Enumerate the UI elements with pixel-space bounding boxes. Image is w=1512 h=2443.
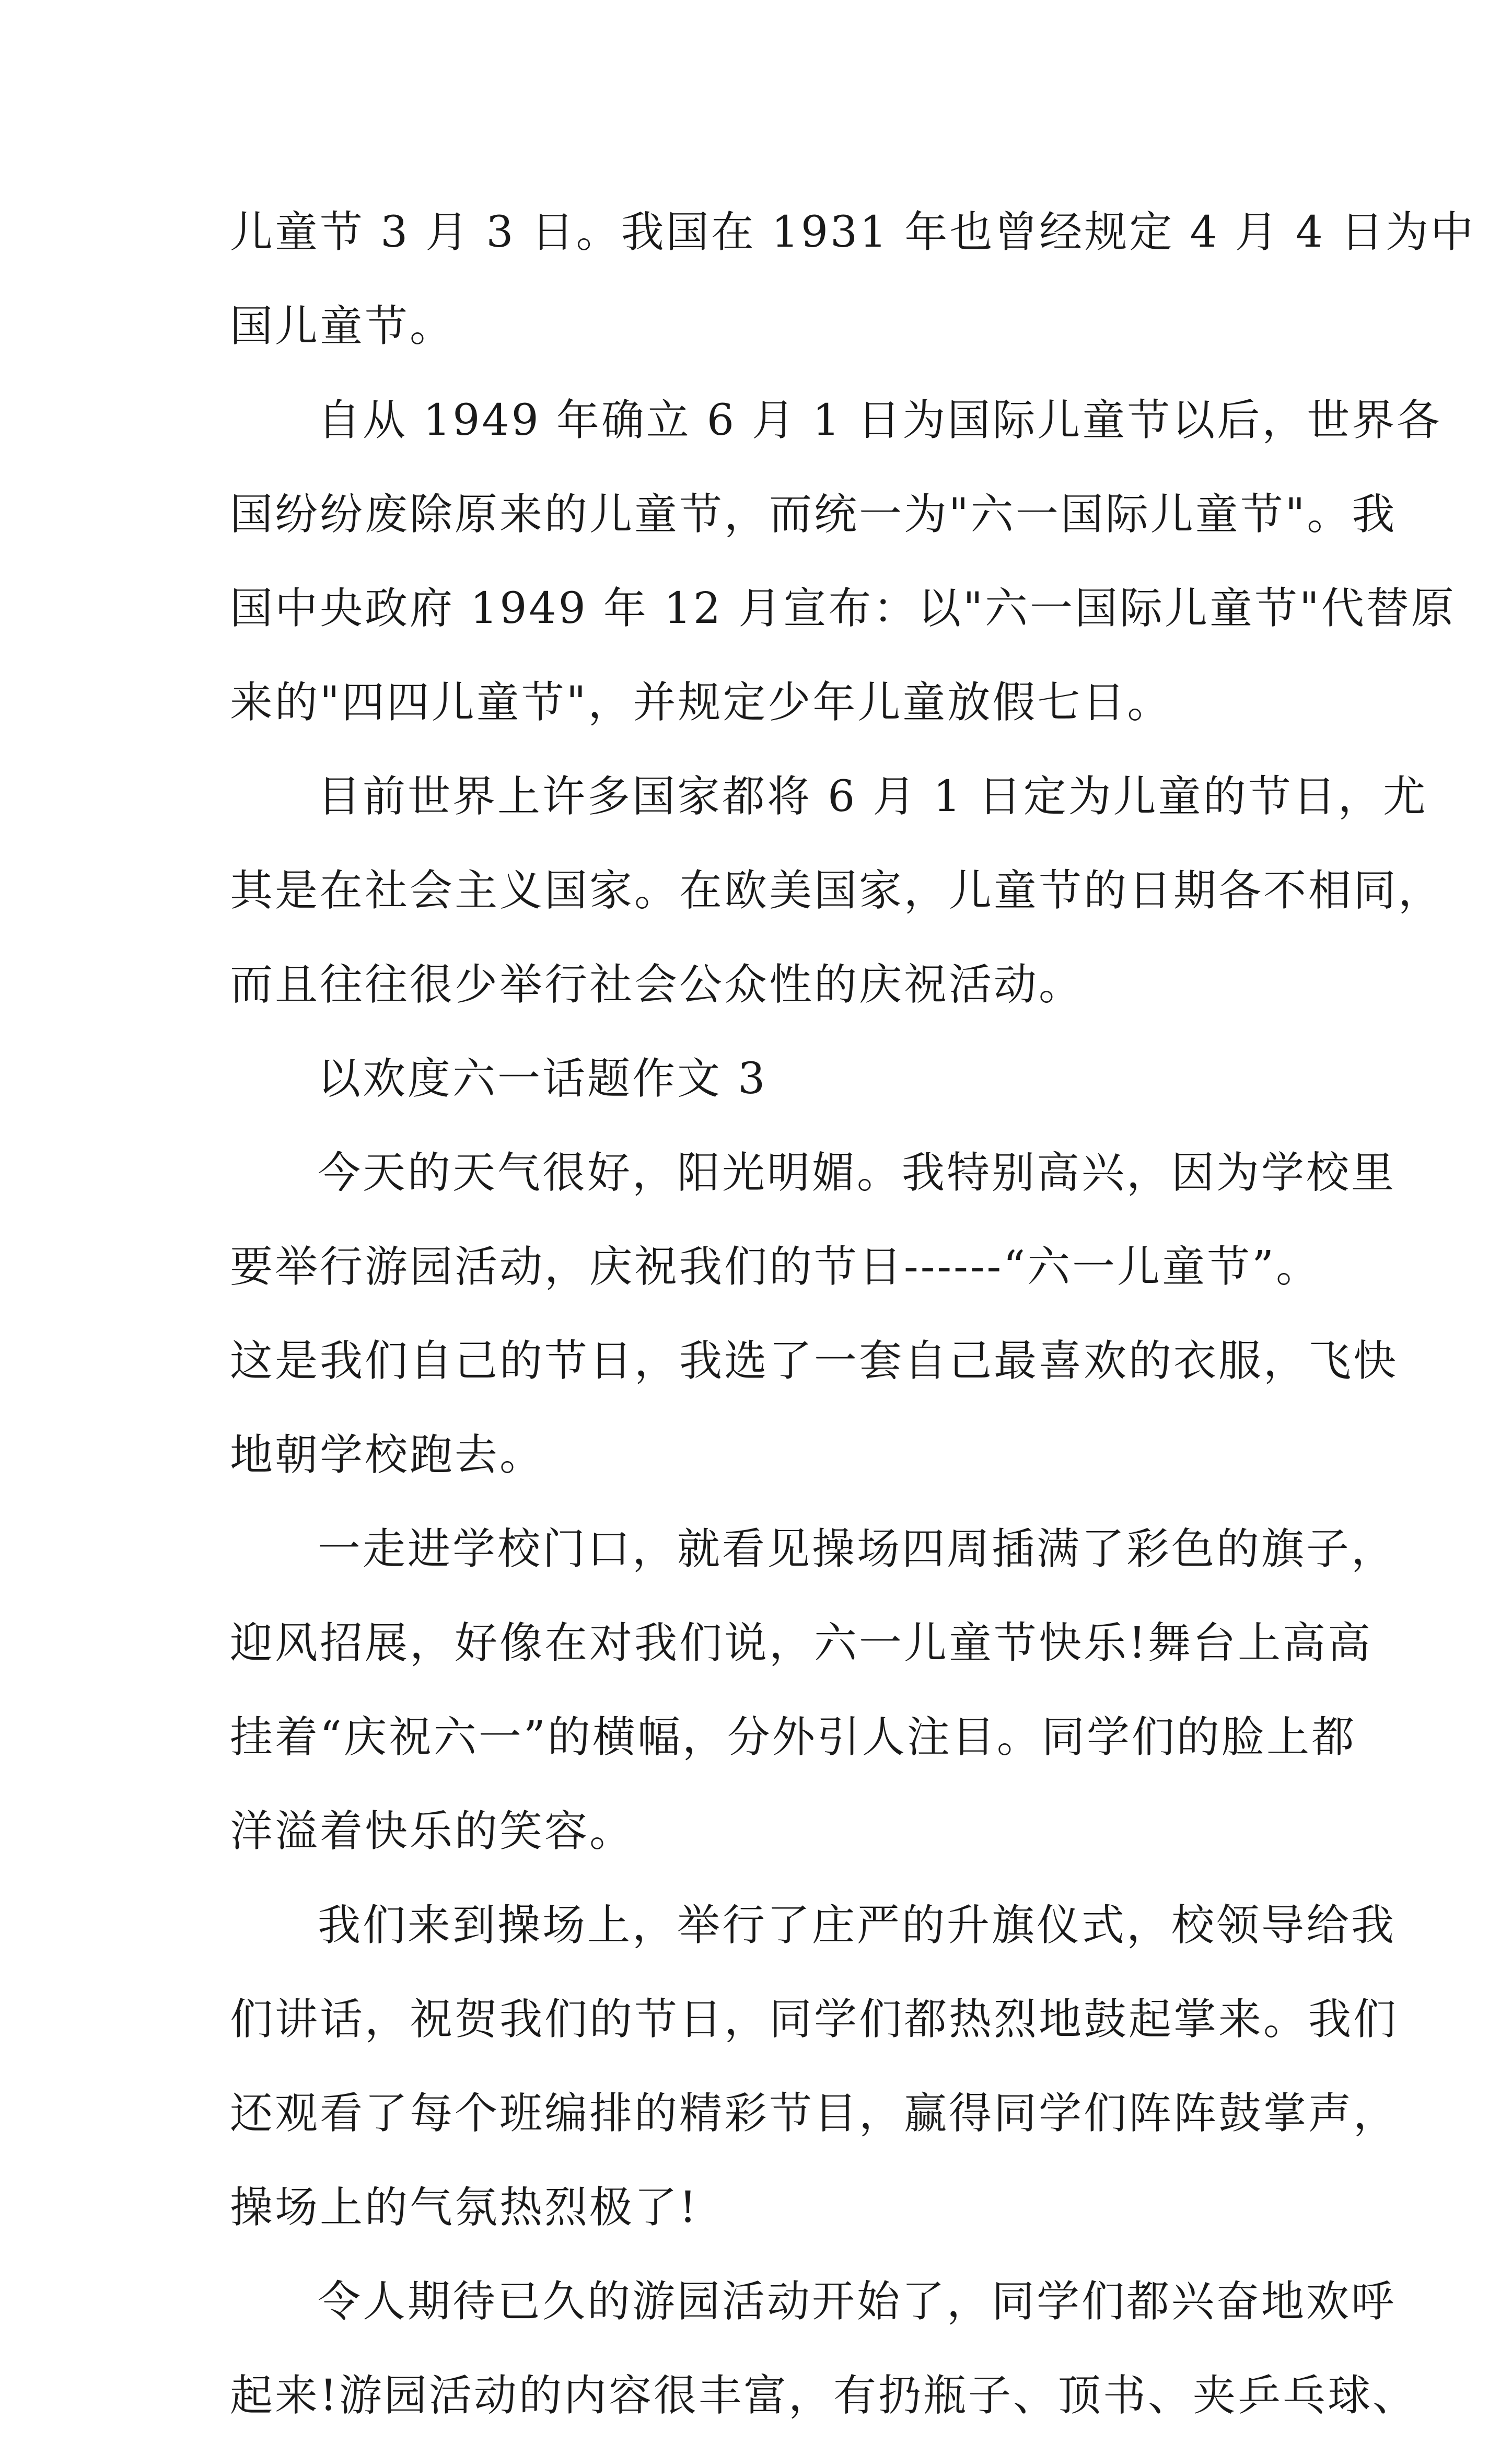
- document-body: [230, 186, 1476, 2443]
- text-line: 迎风招展，好像在对我们说，六一儿童节快乐!舞台上高高: [230, 1618, 1373, 1668]
- paragraph-start-line: 一走进学校门口，就看见操场四周插满了彩色的旗子，: [318, 1524, 1397, 1574]
- text-line: 国儿童节。: [230, 302, 455, 351]
- text-line: 其是在社会主义国家。在欧美国家，儿童节的日期各不相同，: [230, 866, 1444, 916]
- text-line: 这是我们自己的节日，我选了一套自己最喜欢的衣服，飞快: [230, 1336, 1399, 1386]
- paragraph-start-line: 今天的天气很好，阳光明媚。我特别高兴，因为学校里: [318, 1148, 1397, 1198]
- text-line: 们讲话，祝贺我们的节日，同学们都热烈地鼓起掌来。我们: [230, 1995, 1399, 2044]
- text-line: 国中央政府 1949 年 12 月宣布：以"六一国际儿童节"代替原: [230, 584, 1456, 633]
- text-line: 而且往往很少举行社会公众性的庆祝活动。: [230, 960, 1084, 1010]
- text-line: 挂着“庆祝六一”的横幅，分外引人注目。同学们的脸上都: [230, 1712, 1356, 1762]
- text-line: 儿童节 3 月 3 日。我国在 1931 年也曾经规定 4 月 4 日为中: [230, 207, 1476, 257]
- text-line: 还观看了每个班编排的精彩节目，赢得同学们阵阵鼓掌声，: [230, 2089, 1399, 2138]
- text-line: 洋溢着快乐的笑容。: [230, 1807, 635, 1856]
- paragraph-start-line: 令人期待已久的游园活动开始了，同学们都兴奋地欢呼: [318, 2277, 1397, 2326]
- text-line: 要举行游园活动，庆祝我们的节日------“六一儿童节”。: [230, 1242, 1321, 1292]
- paragraph-start-line: 我们来到操场上，举行了庄严的升旗仪式，校领导给我: [318, 1901, 1397, 1950]
- paragraph-start-line: 自从 1949 年确立 6 月 1 日为国际儿童节以后，世界各: [318, 396, 1442, 445]
- text-line: 操场上的气氛热烈极了!: [230, 2183, 699, 2232]
- text-line: 来的"四四儿童节"，并规定少年儿童放假七日。: [230, 678, 1172, 727]
- text-line: 地朝学校跑去。: [230, 1430, 545, 1480]
- section-heading: 以欢度六一话题作文 3: [318, 1054, 767, 1104]
- text-line: 起来!游园活动的内容很丰富，有扔瓶子、顶书、夹乒乓球、: [230, 2371, 1417, 2421]
- text-line: 国纷纷废除原来的儿童节，而统一为"六一国际儿童节"。我: [230, 490, 1397, 539]
- paragraph-start-line: 目前世界上许多国家都将 6 月 1 日定为儿童的节日，尤: [318, 772, 1428, 821]
